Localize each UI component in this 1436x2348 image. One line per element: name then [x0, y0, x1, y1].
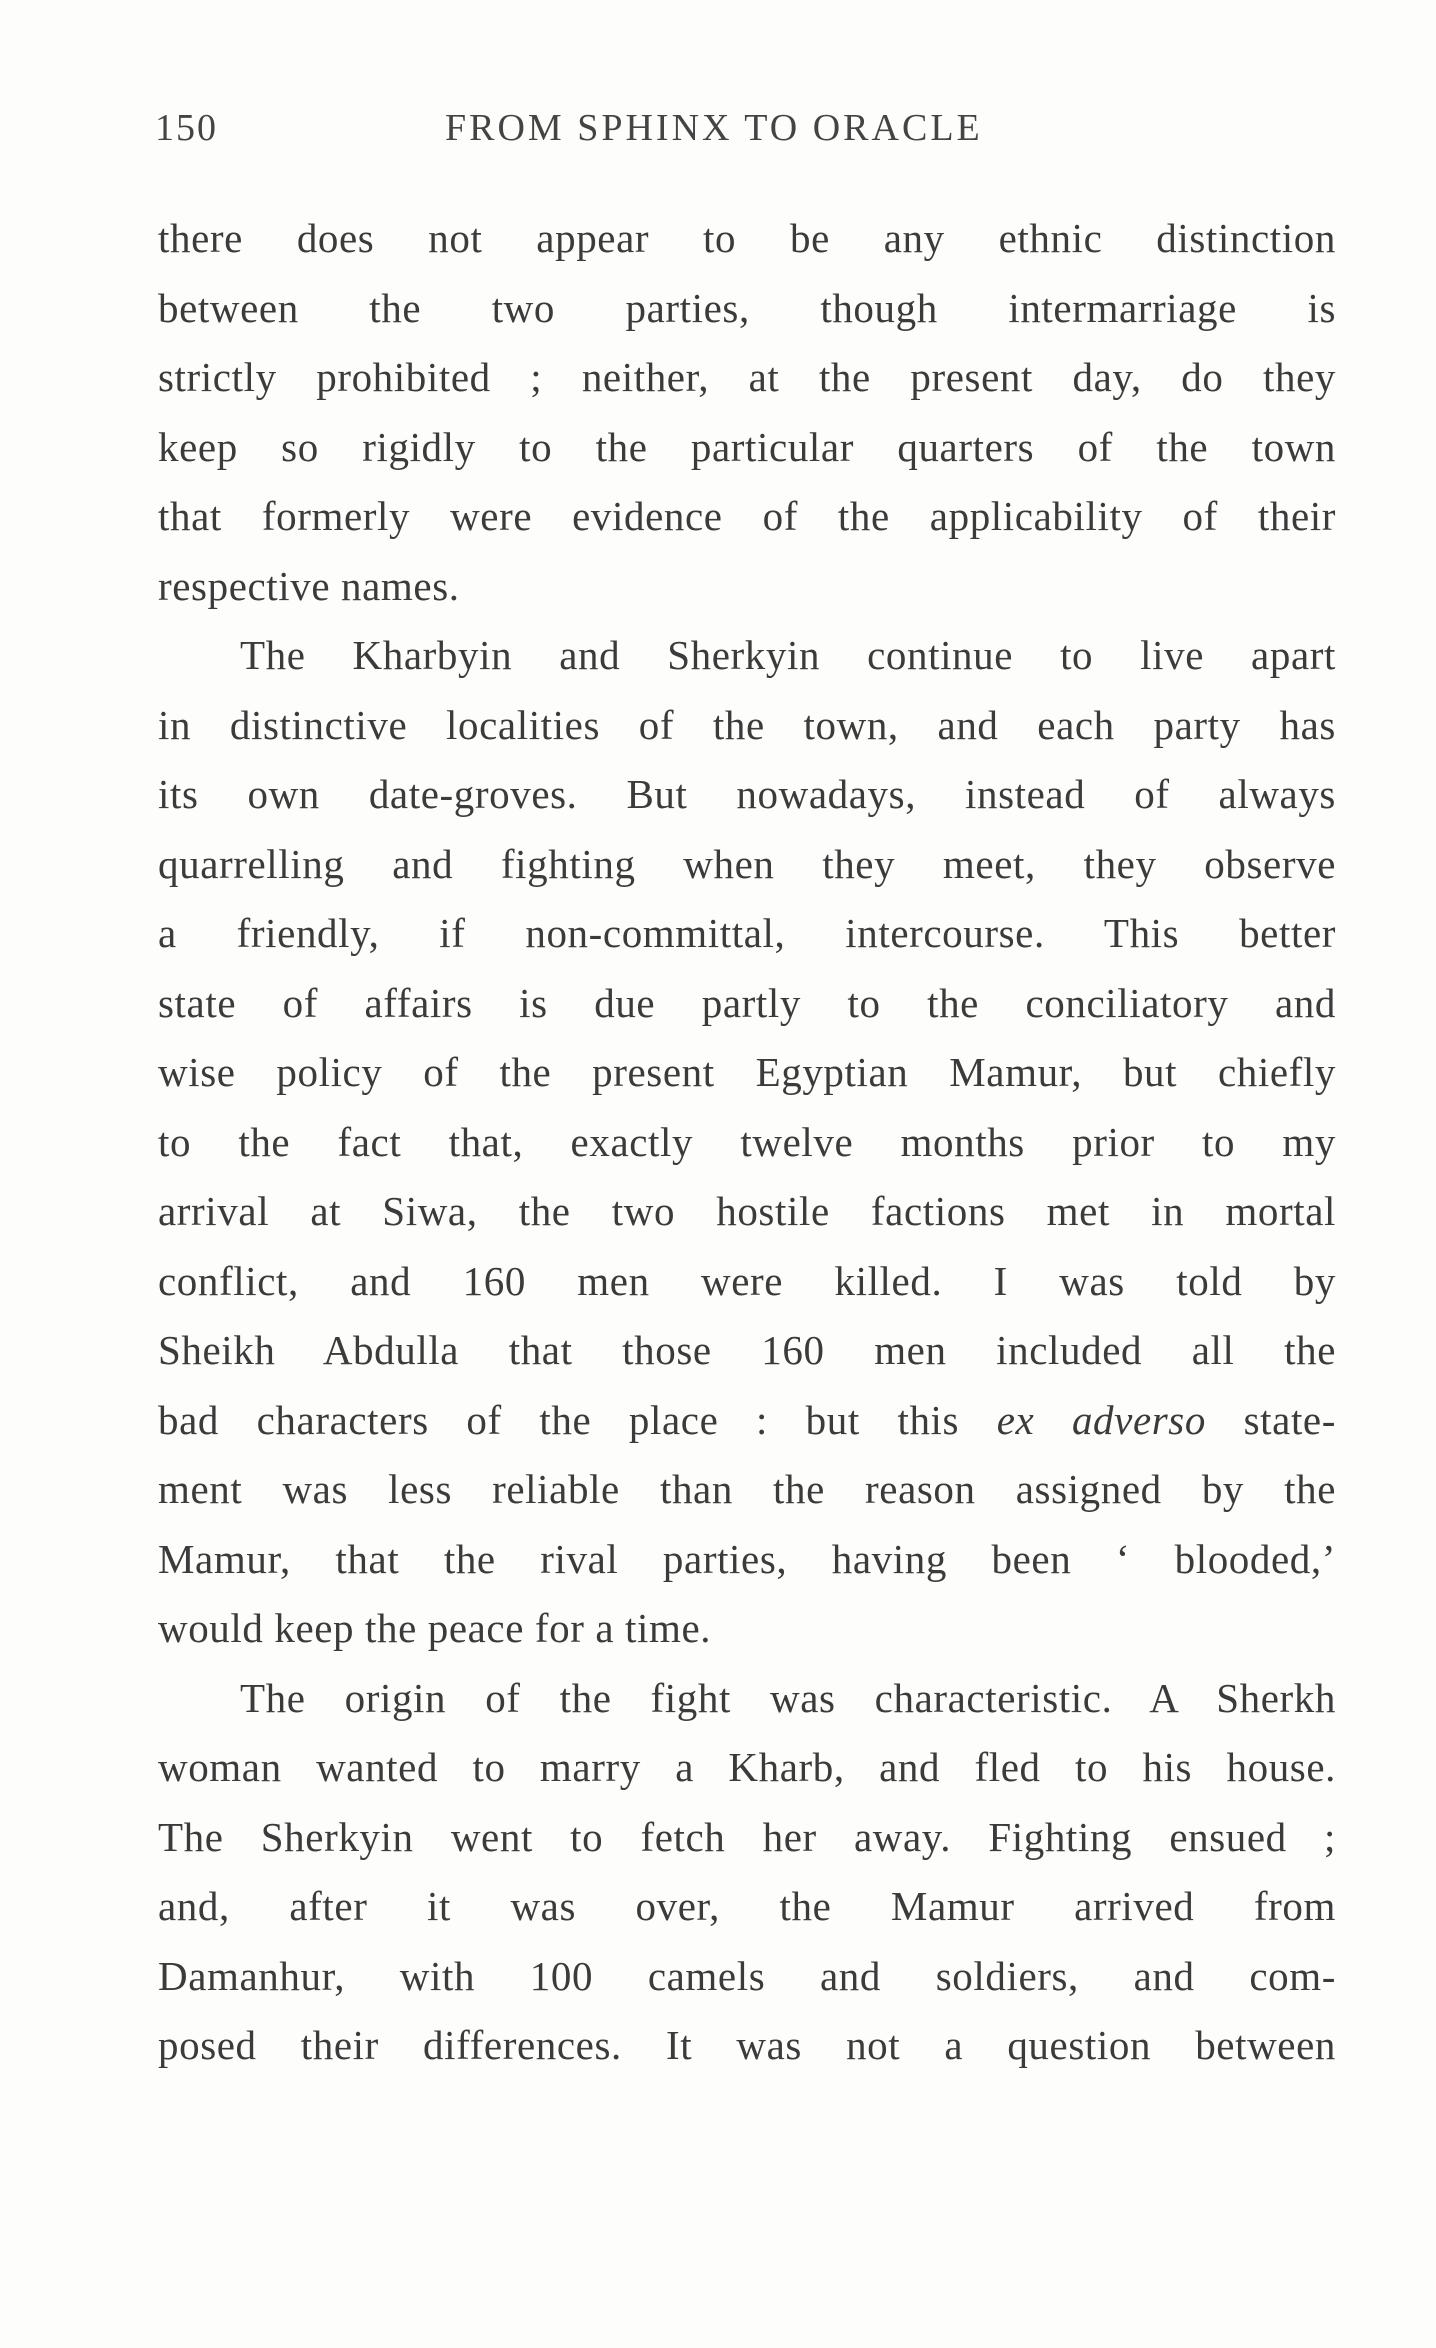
text-line: would keep the peace for a time. [158, 1605, 712, 1651]
text-line: strictly prohibited ; neither, at the present day, do they [158, 354, 1336, 400]
text-line: a friendly, if non-committal, intercourse. This better [158, 910, 1336, 956]
page-number: 150 [155, 107, 218, 149]
paragraph-start-line: The Kharbyin and Sherkyin continue to live apart [240, 632, 1336, 678]
text-line: respective names. [158, 562, 460, 609]
text-line: and, after it was over, the Mamur arrived from [158, 1883, 1336, 1929]
text-line: Damanhur, with 100 camels and soldiers, and com- [158, 1952, 1336, 1999]
text-segment: bad characters of the place : but this [158, 1396, 997, 1443]
text-line: between the two parties, though intermarriage is [158, 284, 1336, 331]
text-line: Mamur, that the rival parties, having been ‘ blooded,’ [158, 1535, 1336, 1582]
text-line-with-italic [158, 1386, 1336, 1456]
text-line: there does not appear to be any ethnic distinction [158, 215, 1336, 261]
text-line: The Sherkyin went to fetch her away. Fighting ensued ; [158, 1813, 1336, 1860]
text-line: in distinctive localities of the town, and each party has [158, 701, 1336, 748]
text-line: keep so rigidly to the particular quarters of the town [158, 423, 1336, 470]
body-text [158, 204, 1336, 2081]
text-line: that formerly were evidence of the applicability of their [158, 493, 1336, 539]
italic-phrase: ex adverso [996, 1396, 1206, 1443]
text-line: to the fact that, exactly twelve months prior to my [158, 1118, 1336, 1165]
text-line: quarrelling and fighting when they meet, they observe [158, 840, 1336, 887]
text-segment: state- [1205, 1396, 1336, 1443]
paragraph-start-line: The origin of the fight was characteristic. A Sherkh [240, 1674, 1336, 1721]
text-line: posed their differences. It was not a question between [158, 2022, 1336, 2068]
text-line: state of affairs is due partly to the conciliatory and [158, 979, 1336, 1026]
text-line: wise policy of the present Egyptian Mamur, but chiefly [158, 1049, 1336, 1095]
text-line: arrival at Siwa, the two hostile factions met in mortal [158, 1188, 1336, 1234]
running-title: FROM SPHINX TO ORACLE [445, 107, 983, 149]
text-line: ment was less reliable than the reason assigned by the [158, 1466, 1336, 1512]
text-line: woman wanted to marry a Kharb, and fled to his house. [158, 1744, 1336, 1790]
text-line: conflict, and 160 men were killed. I was told by [158, 1257, 1336, 1304]
running-head [155, 106, 1335, 156]
text-line: Sheikh Abdulla that those 160 men included all the [158, 1327, 1336, 1373]
text-line: its own date-groves. But nowadays, instead of always [158, 771, 1336, 817]
